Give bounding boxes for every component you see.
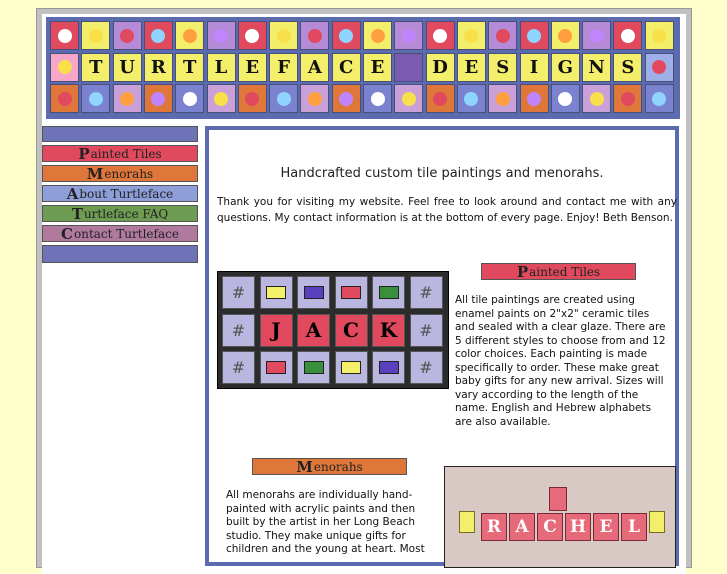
banner-picture-tile: [50, 84, 79, 113]
banner-picture-tile: [113, 84, 142, 113]
menorah-letter-block: H: [565, 513, 591, 541]
page-title: Handcrafted custom tile paintings and menorahs.: [280, 166, 604, 181]
menorahs-cap: M: [296, 457, 313, 476]
tile-motif-icon: [89, 29, 103, 43]
main-content: [205, 126, 679, 566]
vehicle-icon: [304, 286, 324, 299]
painted-tiles-section-header[interactable]: [481, 263, 636, 280]
tile-motif-icon: [621, 29, 635, 43]
jack-letter-tile: J: [260, 314, 293, 347]
vehicle-tile-icon: [335, 276, 368, 309]
tile-motif-icon: [245, 29, 259, 43]
menorahs-section-header[interactable]: [252, 458, 407, 475]
banner-picture-tile: [582, 84, 611, 113]
banner-picture-tile: [207, 84, 236, 113]
tile-motif-icon: [183, 92, 197, 106]
tile-motif-icon: [527, 92, 541, 106]
banner-space-tile: [394, 53, 423, 82]
banner-picture-tile: [300, 84, 329, 113]
tile-motif-icon: [277, 29, 291, 43]
banner-picture-tile: [613, 21, 642, 50]
nav-item-cap: M: [86, 164, 104, 183]
banner-picture-tile: [520, 21, 549, 50]
banner-letter-tile: E: [363, 53, 392, 82]
banner-picture-tile: [426, 84, 455, 113]
banner-picture-tile: [551, 21, 580, 50]
web-pattern-tile: #: [410, 276, 443, 309]
tile-motif-icon: [433, 92, 447, 106]
tile-motif-icon: [464, 29, 478, 43]
menorah-letter-block: R: [481, 513, 507, 541]
tile-motif-icon: [89, 92, 103, 106]
sidebar-nav: [42, 126, 198, 263]
jack-letter-tile: C: [335, 314, 368, 347]
nav-item-label: ainted Tiles: [90, 146, 162, 161]
banner-picture-tile: [520, 84, 549, 113]
tile-motif-icon: [183, 29, 197, 43]
tile-motif-icon: [652, 29, 666, 43]
banner-letter-tile: T: [81, 53, 110, 82]
tile-motif-icon: [308, 92, 322, 106]
vehicle-icon: [379, 286, 399, 299]
vehicle-icon: [266, 361, 286, 374]
banner-letter-tile: G: [551, 53, 580, 82]
banner-letter-tile: E: [238, 53, 267, 82]
menorah-letter-block: A: [509, 513, 535, 541]
tile-motif-icon: [590, 92, 604, 106]
banner-letter-tile: U: [113, 53, 142, 82]
nav-item-cap: A: [66, 184, 79, 203]
banner-picture-tile: [332, 21, 361, 50]
menorahs-label: enorahs: [313, 459, 363, 474]
nav-item-cap: T: [71, 204, 83, 223]
vehicle-icon: [341, 361, 361, 374]
nav-item-cap: P: [78, 144, 90, 163]
intro-paragraph: Thank you for visiting my website. Feel free to look around and contact me with any questions. My contact information is at the bottom of every page. Enjoy! Beth Benson.: [217, 196, 677, 224]
tile-motif-icon: [120, 29, 134, 43]
tile-motif-icon: [151, 29, 165, 43]
candle-holder-icon: [459, 511, 475, 533]
banner-picture-tile: [175, 84, 204, 113]
banner-picture-tile: [457, 84, 486, 113]
tile-motif-icon: [58, 92, 72, 106]
painted-tiles-description: All tile paintings are created using enamel paints on 2"x2" ceramic tiles and sealed with a clear glaze. There are 5 different styles to choose from and 12 color choices. Each painting is made specifically to order. These make great baby gifts for any new arrival. Sizes will vary according to the length of the name. English and Hebrew alphabets are also available.: [455, 294, 666, 428]
banner-picture-tile: [144, 21, 173, 50]
vehicle-icon: [379, 361, 399, 374]
vehicle-tile-icon: [260, 351, 293, 384]
nav-item-label: urtleface FAQ: [83, 206, 169, 221]
tile-motif-icon: [621, 92, 635, 106]
tile-motif-icon: [151, 92, 165, 106]
banner-picture-tile: [645, 53, 674, 82]
banner-letter-tile: F: [269, 53, 298, 82]
menorahs-description: All menorahs are individually hand-painted with acrylic paints and then built by the artist in her Long Beach studio. They make unique gifts for children and the young at heart. Most: [226, 489, 425, 555]
tile-motif-icon: [277, 92, 291, 106]
vehicle-icon: [304, 361, 324, 374]
tile-motif-icon: [214, 92, 228, 106]
web-pattern-tile: #: [222, 314, 255, 347]
banner-letter-tile: S: [613, 53, 642, 82]
tile-motif-icon: [558, 29, 572, 43]
sidebar-item-about-turtleface[interactable]: [42, 185, 198, 202]
tile-motif-icon: [339, 29, 353, 43]
banner-picture-tile: [363, 21, 392, 50]
shamash-candle-icon: [549, 487, 567, 511]
banner-picture-tile: [81, 84, 110, 113]
banner-picture-tile: [426, 21, 455, 50]
tile-motif-icon: [590, 29, 604, 43]
banner-letter-tile: D: [426, 53, 455, 82]
tile-motif-icon: [371, 92, 385, 106]
painted-tiles-label: ainted Tiles: [529, 264, 601, 279]
sidebar-bottom-bar: [42, 245, 198, 263]
nav-item-label: ontact Turtleface: [74, 226, 179, 241]
banner-letter-tile: R: [144, 53, 173, 82]
tile-motif-icon: [402, 92, 416, 106]
tile-motif-icon: [371, 29, 385, 43]
banner-picture-tile: [238, 21, 267, 50]
banner-letter-tile: E: [457, 53, 486, 82]
sidebar-item-painted-tiles[interactable]: [42, 145, 198, 162]
menorah-letter-block: L: [621, 513, 647, 541]
banner-letter-tile: T: [175, 53, 204, 82]
banner-picture-tile: [50, 53, 79, 82]
banner-picture-tile: [300, 21, 329, 50]
tile-motif-icon: [652, 60, 666, 74]
vehicle-icon: [341, 286, 361, 299]
tile-motif-icon: [120, 92, 134, 106]
banner-picture-tile: [488, 21, 517, 50]
banner-picture-tile: [238, 84, 267, 113]
banner-letter-tile: S: [488, 53, 517, 82]
tile-motif-icon: [245, 92, 259, 106]
nav-item-label: bout Turtleface: [79, 186, 174, 201]
banner-picture-tile: [113, 21, 142, 50]
nav-item-cap: C: [61, 224, 73, 243]
sidebar-item-menorahs[interactable]: [42, 165, 198, 182]
tile-motif-icon: [558, 92, 572, 106]
banner-picture-tile: [582, 21, 611, 50]
vehicle-tile-icon: [297, 276, 330, 309]
tile-motif-icon: [214, 29, 228, 43]
jack-letter-tile: A: [297, 314, 330, 347]
tile-motif-icon: [402, 29, 416, 43]
banner-picture-tile: [457, 21, 486, 50]
vehicle-tile-icon: [297, 351, 330, 384]
banner-picture-tile: [50, 21, 79, 50]
banner-picture-tile: [175, 21, 204, 50]
banner-picture-tile: [613, 84, 642, 113]
vehicle-tile-icon: [372, 351, 405, 384]
tile-motif-icon: [308, 29, 322, 43]
tile-motif-icon: [58, 29, 72, 43]
banner-picture-tile: [645, 21, 674, 50]
banner-picture-tile: [332, 84, 361, 113]
banner-letter-tile: N: [582, 53, 611, 82]
vehicle-tile-icon: [335, 351, 368, 384]
banner-picture-tile: [269, 84, 298, 113]
menorah-letter-block: C: [537, 513, 563, 541]
banner-picture-tile: [551, 84, 580, 113]
tile-motif-icon: [339, 92, 353, 106]
menorah-letter-block: E: [593, 513, 619, 541]
web-pattern-tile: #: [410, 351, 443, 384]
banner-picture-tile: [207, 21, 236, 50]
banner-picture-tile: [488, 84, 517, 113]
banner-picture-tile: [363, 84, 392, 113]
banner-letter-tile: I: [520, 53, 549, 82]
banner-letter-tile: L: [207, 53, 236, 82]
nav-item-label: enorahs: [104, 166, 154, 181]
web-pattern-tile: #: [410, 314, 443, 347]
turtleface-designs-banner[interactable]: [46, 17, 680, 119]
banner-picture-tile: [81, 21, 110, 50]
candle-holder-icon: [649, 511, 665, 533]
tile-motif-icon: [496, 29, 510, 43]
banner-picture-tile: [394, 21, 423, 50]
tile-motif-icon: [58, 60, 72, 74]
banner-picture-tile: [144, 84, 173, 113]
vehicle-tile-icon: [260, 276, 293, 309]
banner-picture-tile: [269, 21, 298, 50]
vehicle-tile-icon: [372, 276, 405, 309]
banner-picture-tile: [394, 84, 423, 113]
rachel-menorah-image[interactable]: [444, 466, 676, 568]
painted-tiles-cap: P: [516, 262, 529, 281]
banner-letter-tile: C: [332, 53, 361, 82]
banner-picture-tile: [645, 84, 674, 113]
web-pattern-tile: #: [222, 276, 255, 309]
web-pattern-tile: #: [222, 351, 255, 384]
vehicle-icon: [266, 286, 286, 299]
jack-tile-painting-image[interactable]: [217, 271, 449, 389]
jack-letter-tile: K: [372, 314, 405, 347]
tile-motif-icon: [464, 92, 478, 106]
sidebar-item-contact-turtleface[interactable]: [42, 225, 198, 242]
sidebar-item-turtleface-faq[interactable]: [42, 205, 198, 222]
tile-motif-icon: [652, 92, 666, 106]
tile-motif-icon: [496, 92, 510, 106]
sidebar-top-bar: [42, 126, 198, 142]
tile-motif-icon: [527, 29, 541, 43]
tile-motif-icon: [433, 29, 447, 43]
banner-letter-tile: A: [300, 53, 329, 82]
